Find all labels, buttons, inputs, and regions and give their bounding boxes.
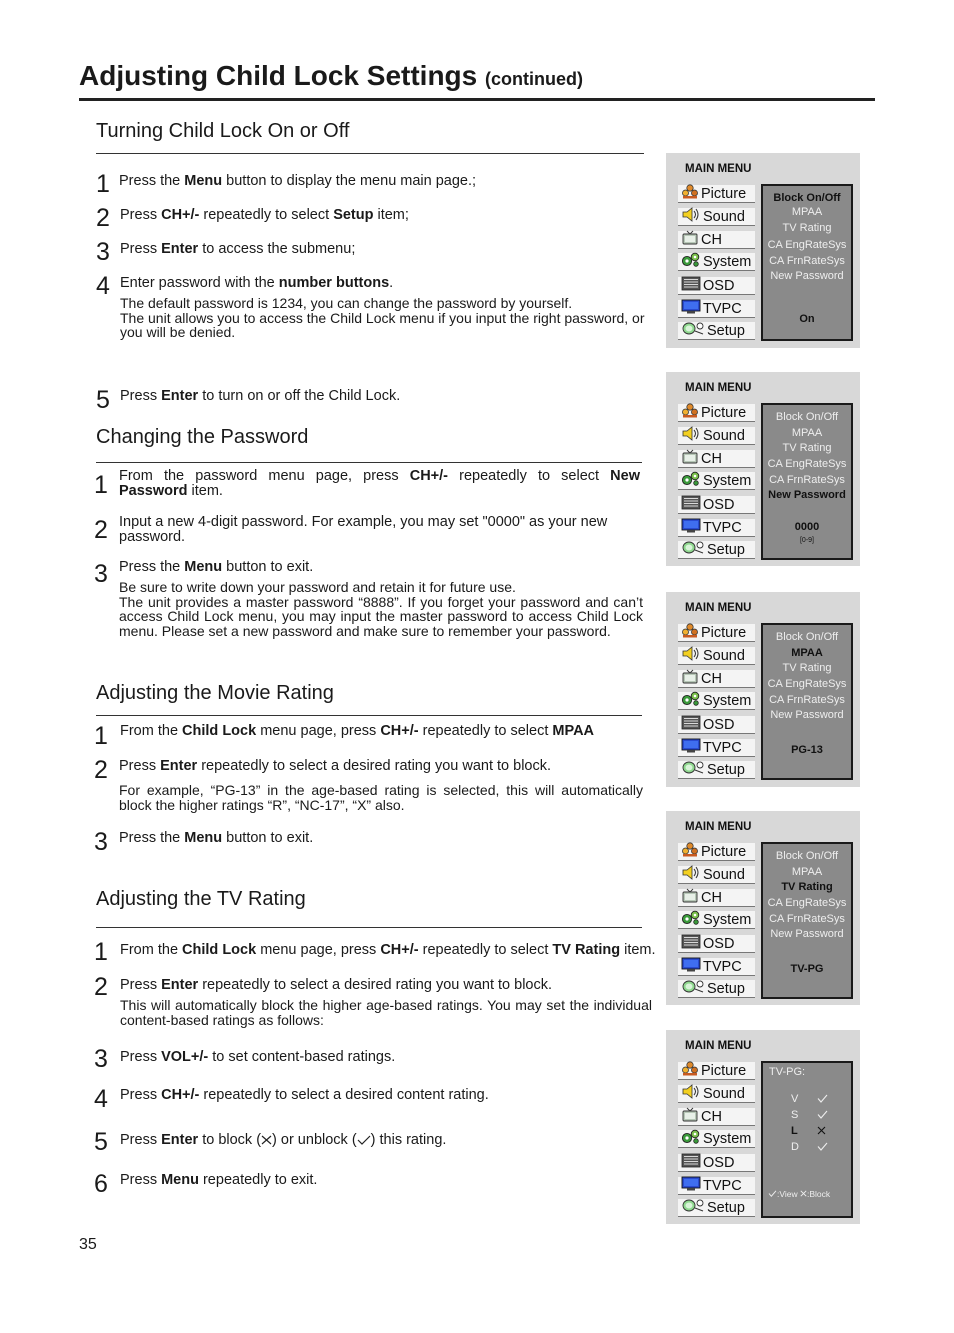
- gears-icon: [678, 691, 701, 710]
- menu-item-label: Sound: [703, 427, 745, 444]
- menu-item-label: Picture: [701, 843, 747, 860]
- menu-item-sound[interactable]: [678, 1085, 755, 1103]
- view-check-icon: [357, 1135, 371, 1145]
- step-number: 3: [94, 560, 108, 588]
- menu-item-system[interactable]: [678, 1130, 755, 1148]
- section-title-child-lock: Turning Child Lock On or Off: [96, 120, 350, 142]
- menu-item-label: Picture: [701, 404, 747, 421]
- menu-item-label: Setup: [707, 1199, 745, 1216]
- menu-item-sound[interactable]: [678, 427, 755, 445]
- menu-item-ch[interactable]: [678, 1108, 755, 1126]
- menu-item-ch[interactable]: [678, 231, 755, 249]
- main-menu-label: MAIN MENU: [685, 382, 752, 394]
- section-title-movie-rating: Adjusting the Movie Rating: [96, 682, 334, 704]
- step-number: 4: [96, 272, 110, 300]
- menu-item-tvpc[interactable]: [678, 1177, 755, 1195]
- submenu-item[interactable]: New Password: [768, 489, 846, 501]
- people-icon: [678, 403, 699, 422]
- submenu-item[interactable]: CA EngRateSys: [767, 458, 847, 470]
- block-x-icon: [261, 1135, 272, 1145]
- menu-item-picture[interactable]: [678, 185, 755, 203]
- speaker-icon: [678, 426, 701, 445]
- menu-item-label: Sound: [703, 208, 745, 225]
- submenu-item[interactable]: MPAA: [791, 427, 823, 439]
- step-text: Press Enter to access the submenu;: [120, 241, 356, 257]
- step-number: 3: [94, 828, 108, 856]
- menu-item-label: CH: [701, 1108, 722, 1125]
- title-continued: (continued): [485, 69, 583, 89]
- menu-item-label: TVPC: [703, 739, 742, 756]
- people-icon: [678, 184, 699, 203]
- submenu-value: On: [799, 313, 815, 325]
- menu-item-label: Picture: [701, 185, 747, 202]
- tv-content-legend: :View :Block: [768, 1189, 830, 1199]
- submenu-item[interactable]: Block On/Off: [775, 411, 839, 423]
- title-text: Adjusting Child Lock Settings: [79, 60, 478, 91]
- step-text: Press VOL+/- to set content-based ratings.: [120, 1049, 396, 1065]
- menu-item-tvpc[interactable]: [678, 958, 755, 976]
- menu-item-label: System: [703, 1130, 752, 1147]
- menu-item-system[interactable]: [678, 253, 755, 271]
- submenu-box: [761, 842, 853, 999]
- menu-item-system[interactable]: [678, 472, 755, 490]
- submenu-item[interactable]: TV Rating: [782, 442, 832, 454]
- content-rating-letter[interactable]: D: [791, 1141, 799, 1153]
- magnifier-icon: [678, 760, 705, 779]
- submenu-item[interactable]: MPAA: [791, 866, 823, 878]
- step-number: 4: [94, 1085, 108, 1113]
- submenu-value: PG-13: [791, 744, 823, 756]
- menu-item-label: OSD: [703, 716, 735, 733]
- menu-item-sound[interactable]: [678, 647, 755, 665]
- submenu-item[interactable]: Block On/Off: [773, 192, 841, 204]
- content-rating-letter[interactable]: L: [791, 1125, 798, 1137]
- menu-item-label: TVPC: [703, 300, 742, 317]
- step-number: 2: [94, 973, 108, 1001]
- submenu-item[interactable]: TV Rating: [781, 881, 833, 893]
- menu-item-ch[interactable]: [678, 670, 755, 688]
- section-title-password: Changing the Password: [96, 426, 309, 448]
- content-rating-letter[interactable]: S: [791, 1109, 799, 1121]
- step-number: 1: [94, 471, 108, 499]
- step-number: 5: [94, 1128, 108, 1156]
- menu-item-setup[interactable]: [678, 980, 755, 998]
- menu-item-label: Setup: [707, 541, 745, 558]
- page-number: 35: [79, 1236, 97, 1253]
- block-x-icon: [800, 1190, 807, 1197]
- step-note: This will automatically block the higher age-based ratings. You may set the individual content-based ratings as follows:: [120, 997, 652, 1028]
- submenu-item[interactable]: Block On/Off: [775, 850, 839, 862]
- section-rule: [96, 153, 644, 154]
- magnifier-icon: [678, 979, 705, 998]
- submenu-item[interactable]: CA FrnRateSys: [769, 474, 845, 486]
- magnifier-icon: [678, 540, 705, 559]
- submenu-hint: [0-9]: [799, 537, 814, 544]
- monitor-icon: [678, 299, 701, 318]
- section-rule: [96, 715, 642, 716]
- step-note: The default password is 1234, you can change the password by yourself. The unit allows you to access the Child Lock menu if you input the right password, or you will be denied.: [120, 295, 645, 340]
- step-text: Input a new 4-digit password. For example, you may set "0000" as your new password.: [119, 514, 608, 545]
- step-text: Press the Menu button to exit.: [119, 559, 314, 575]
- menu-item-sound[interactable]: [678, 866, 755, 884]
- menu-item-label: Sound: [703, 647, 745, 664]
- submenu-item[interactable]: CA EngRateSys: [767, 239, 847, 251]
- menu-item-setup[interactable]: [678, 322, 755, 340]
- step-text: From the Child Lock menu page, press CH+/- repeatedly to select MPAA: [120, 723, 595, 739]
- tv-icon: [678, 230, 699, 249]
- menu-item-osd[interactable]: [678, 935, 755, 953]
- step-text: Press the Menu button to exit.: [119, 830, 314, 846]
- menu-item-label: OSD: [703, 1154, 735, 1171]
- menu-item-label: TVPC: [703, 1177, 742, 1194]
- submenu-item[interactable]: CA FrnRateSys: [769, 255, 845, 267]
- monitor-icon: [678, 518, 701, 537]
- main-menu-label: MAIN MENU: [685, 163, 752, 175]
- menu-item-system[interactable]: [678, 911, 755, 929]
- menu-panel-mpaa: [666, 592, 860, 787]
- step-text: Press Enter to turn on or off the Child Lock.: [120, 388, 401, 404]
- step-text: Press Enter repeatedly to select a desired rating you want to block.: [119, 758, 552, 774]
- menu-item-system[interactable]: [678, 692, 755, 710]
- menu-item-picture[interactable]: [678, 1062, 755, 1080]
- monitor-icon: [678, 1176, 701, 1195]
- people-icon: [678, 623, 699, 642]
- list-icon: [678, 715, 701, 734]
- speaker-icon: [678, 865, 701, 884]
- menu-item-label: Setup: [707, 761, 745, 778]
- monitor-icon: [678, 957, 701, 976]
- tv-content-label: TV-PG:: [769, 1066, 806, 1078]
- step-text: Press Menu repeatedly to exit.: [120, 1172, 318, 1188]
- main-menu-label: MAIN MENU: [685, 821, 752, 833]
- tv-content-box: [761, 1061, 853, 1218]
- people-icon: [678, 1061, 699, 1080]
- submenu-item[interactable]: CA EngRateSys: [767, 897, 847, 909]
- main-menu-label: MAIN MENU: [685, 602, 752, 614]
- speaker-icon: [678, 646, 701, 665]
- gears-icon: [678, 1129, 701, 1148]
- submenu-box: [761, 403, 853, 560]
- menu-item-tvpc[interactable]: [678, 300, 755, 318]
- menu-item-label: Setup: [707, 322, 745, 339]
- section-rule: [96, 462, 642, 463]
- submenu-item[interactable]: MPAA: [791, 206, 823, 218]
- submenu-item[interactable]: TV Rating: [782, 222, 832, 234]
- step-number: 3: [96, 238, 110, 266]
- list-icon: [678, 1153, 701, 1172]
- menu-item-setup[interactable]: [678, 1199, 755, 1217]
- menu-item-label: System: [703, 692, 752, 709]
- step-number: 2: [94, 756, 108, 784]
- menu-item-sound[interactable]: [678, 208, 755, 226]
- step-note: Be sure to write down your password and retain it for future use. The unit provides a master password “8888”. If you forget your password and can’t access Child Lock menu, you may input the master password to access Child Lock menu. Please set a new password and make sure to remember your password.: [119, 579, 643, 639]
- menu-item-label: TVPC: [703, 519, 742, 536]
- step-text: Press Enter to block ( ) or unblock ( ) this rating.: [120, 1132, 447, 1148]
- step-text: Press CH+/- repeatedly to select a desired content rating.: [120, 1087, 489, 1103]
- submenu-box: [761, 623, 853, 780]
- menu-item-picture[interactable]: [678, 843, 755, 861]
- tv-icon: [678, 1107, 699, 1126]
- submenu-item[interactable]: CA EngRateSys: [767, 678, 847, 690]
- step-number: 5: [96, 386, 110, 414]
- view-check-icon: [768, 1190, 777, 1197]
- submenu-box: [761, 184, 853, 341]
- list-icon: [678, 495, 701, 514]
- submenu-item[interactable]: TV Rating: [782, 662, 832, 674]
- menu-item-osd[interactable]: [678, 1154, 755, 1172]
- step-number: 3: [94, 1045, 108, 1073]
- step-text: Press CH+/- repeatedly to select Setup item;: [120, 207, 409, 223]
- menu-item-label: TVPC: [703, 958, 742, 975]
- view-check-icon[interactable]: [817, 1094, 828, 1106]
- magnifier-icon: [678, 1198, 705, 1217]
- menu-item-label: System: [703, 253, 752, 270]
- menu-item-osd[interactable]: [678, 277, 755, 295]
- step-text: Press Enter repeatedly to select a desired rating you want to block.: [120, 977, 553, 993]
- menu-panel-new-password: [666, 372, 860, 566]
- menu-item-ch[interactable]: [678, 889, 755, 907]
- page-title: [79, 60, 583, 92]
- menu-item-setup[interactable]: [678, 761, 755, 779]
- menu-item-setup[interactable]: [678, 541, 755, 559]
- menu-item-label: OSD: [703, 277, 735, 294]
- menu-item-osd[interactable]: [678, 716, 755, 734]
- step-text: Enter password with the number buttons.: [120, 275, 394, 291]
- step-number: 1: [94, 722, 108, 750]
- step-text: Press the Menu button to display the menu main page.;: [119, 173, 477, 189]
- view-check-icon[interactable]: [817, 1142, 828, 1154]
- submenu-item[interactable]: CA FrnRateSys: [769, 913, 845, 925]
- step-note: For example, “PG-13” in the age-based rating is selected, this will automatically block the higher ratings “R”, “NC-17”, “X” also.: [119, 782, 643, 813]
- magnifier-icon: [678, 321, 705, 340]
- step-text: From the Child Lock menu page, press CH+/- repeatedly to select TV Rating item.: [120, 942, 656, 958]
- menu-item-label: Sound: [703, 1085, 745, 1102]
- gears-icon: [678, 471, 701, 490]
- list-icon: [678, 276, 701, 295]
- list-icon: [678, 934, 701, 953]
- menu-panel-tv-content: [666, 1030, 860, 1224]
- submenu-item[interactable]: MPAA: [791, 647, 823, 659]
- menu-item-osd[interactable]: [678, 496, 755, 514]
- menu-item-label: Setup: [707, 980, 745, 997]
- section-rule: [96, 927, 642, 928]
- tv-icon: [678, 669, 699, 688]
- step-number: 2: [94, 516, 108, 544]
- section-title-tv-rating: Adjusting the TV Rating: [96, 888, 306, 910]
- menu-item-label: Picture: [701, 624, 747, 641]
- menu-item-tvpc[interactable]: [678, 519, 755, 537]
- submenu-value: TV-PG: [790, 963, 824, 975]
- step-number: 2: [96, 204, 110, 232]
- speaker-icon: [678, 207, 701, 226]
- submenu-item[interactable]: Block On/Off: [775, 631, 839, 643]
- menu-item-label: System: [703, 911, 752, 928]
- people-icon: [678, 842, 699, 861]
- menu-item-label: CH: [701, 231, 722, 248]
- menu-item-tvpc[interactable]: [678, 739, 755, 757]
- step-number: 1: [94, 938, 108, 966]
- menu-item-picture[interactable]: [678, 404, 755, 422]
- step-number: 1: [96, 170, 110, 198]
- content-rating-letter[interactable]: V: [791, 1093, 799, 1105]
- submenu-item[interactable]: New Password: [770, 270, 844, 282]
- menu-item-label: CH: [701, 889, 722, 906]
- step-number: 6: [94, 1170, 108, 1198]
- submenu-item[interactable]: New Password: [770, 928, 844, 940]
- submenu-item[interactable]: New Password: [770, 709, 844, 721]
- menu-item-label: Picture: [701, 1062, 747, 1079]
- block-x-icon[interactable]: [817, 1126, 826, 1138]
- step-text: From the password menu page, press CH+/- repeatedly to select New Password item.: [119, 468, 640, 499]
- tv-icon: [678, 888, 699, 907]
- title-rule: [79, 98, 875, 101]
- menu-panel-tv-rating: [666, 811, 860, 1005]
- menu-item-label: Sound: [703, 866, 745, 883]
- main-menu-label: MAIN MENU: [685, 1040, 752, 1052]
- menu-item-label: CH: [701, 670, 722, 687]
- menu-item-ch[interactable]: [678, 450, 755, 468]
- menu-item-label: CH: [701, 450, 722, 467]
- gears-icon: [678, 910, 701, 929]
- submenu-value: 0000: [794, 521, 820, 533]
- monitor-icon: [678, 738, 701, 757]
- menu-item-label: OSD: [703, 496, 735, 513]
- gears-icon: [678, 252, 701, 271]
- submenu-item[interactable]: CA FrnRateSys: [769, 694, 845, 706]
- speaker-icon: [678, 1084, 701, 1103]
- menu-item-label: System: [703, 472, 752, 489]
- menu-panel-block-on-off: [666, 153, 860, 348]
- menu-item-label: OSD: [703, 935, 735, 952]
- menu-item-picture[interactable]: [678, 624, 755, 642]
- view-check-icon[interactable]: [817, 1110, 828, 1122]
- tv-icon: [678, 449, 699, 468]
